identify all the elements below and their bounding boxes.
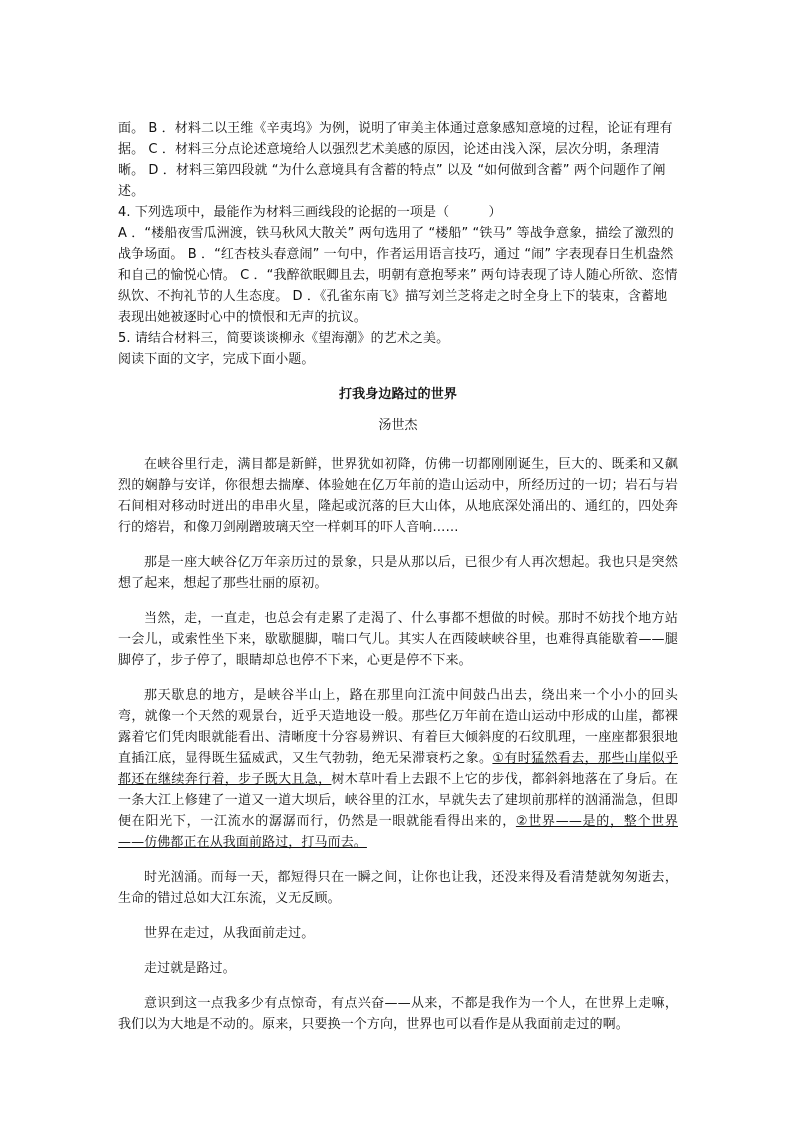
underlined-sentence-2: ②世界——是的，整个世界——仿佛都正在从我面前路过，打马而去。: [118, 814, 678, 850]
question-3-options-tail: 面。 B ．材料二以王维《辛夷坞》为例，说明了审美主体通过意象感知意境的过程，论证有理有据。 C ．材料三分点论述意境给人以强烈艺术美感的原因，论述由浅入深，层次分明，条理清晰。 D ．材料三第四段就 “为什么意境具有含蓄的特点” 以及 “如何做到含蓄” 两个问题作了阐述。: [118, 121, 673, 199]
reading-instruction: 阅读下面的文字，完成下面小题。: [118, 352, 315, 367]
paragraph-4-text-a: 那天歇息的地方，是峡谷半山上，路在那里向江流中间鼓凸出去，绕出来一个小小的回头弯，就像一个天然的观景台，近乎天造地设一般。那些亿万年前在造山运动中形成的山崖，都裸露着它们凭肉眼就能看出、清晰度十分容易辨识、有着巨大倾斜度的石纹肌理，一座座都狠狠地直插江底，显得既生猛威武，又生气勃勃，绝无呆滞衰朽之象。: [118, 688, 678, 766]
article-title: 打我身边路过的世界: [339, 387, 457, 402]
question-4-options: A ．“楼船夜雪瓜洲渡，铁马秋风大散关” 两句选用了 “楼船” “铁马” 等战争意象，描绘了激烈的战争场面。 B ．“红杏枝头春意闹” 一句中，作者运用语言技巧，通过 “闹” 字表现春日生机盎然和自己的愉悦心情。 C ．“我醉欲眠卿且去，明朝有意抱琴来” 两句诗表现了诗人随心所欲、恣情纵饮、不拘礼节的人生态度。 D ．《孔雀东南飞》描写刘兰芝将走之时全身上下的装束，含蓄地表现出她被逐时心中的愤恨和无声的抗议。: [118, 226, 678, 325]
article-paragraph-1: 在峡谷里行走，满目都是新鲜，世界犹如初降，仿佛一切都刚刚诞生，巨大的、既柔和又飙烈的娴静与安详，你很想去揣摩、体验她在亿万年前的造山运动中，所经历过的一切；岩石与岩石间相对移动时迸出的串串火星，隆起或沉落的巨大山体，从地底深处涌出的、通红的，四处奔行的熔岩，和像刀剑剐蹭玻璃天空一样刺耳的吓人音响……: [118, 457, 678, 535]
question-5: 5. 请结合材料三，简要谈谈柳永《望海潮》的艺术之美。: [118, 331, 450, 346]
article-paragraph-5: 时光汹涌。而每一天，都短得只在一瞬之间，让你也让我，还没来得及看清楚就匆匆逝去，生命的错过总如大江东流，义无反顾。: [118, 870, 678, 906]
article-paragraph-8: 意识到这一点我多少有点惊奇，有点兴奋——从来，不都是我作为一个人，在世界上走嘛，我们以为大地是不动的。原来，只要换一个方向，世界也可以看作是从我面前走过的啊。: [118, 996, 678, 1032]
article-paragraph-4: [118, 685, 678, 853]
article-author: 汤世杰: [378, 418, 418, 433]
article-paragraph-7: 走过就是路过。: [144, 961, 236, 976]
document-content: [118, 118, 678, 1035]
question-4-stem: 4. 下列选项中，最能作为材料三画线段的论据的一项是（ ）: [118, 205, 502, 220]
article-paragraph-2: 那是一座大峡谷亿万年亲历过的景象，只是从那以后，已很少有人再次想起。我也只是突然想了起来，想起了那些壮丽的原初。: [118, 555, 678, 591]
underlined-sentence-1: ①有时猛然看去，那些山崖似乎都还在继续奔行着，步子既大且急，: [118, 751, 678, 787]
article-paragraph-3: 当然，走，一直走，也总会有走累了走渴了、什么事都不想做的时候。那时不妨找个地方站一会儿，或索性坐下来，歇歇腿脚，喘口气儿。其实人在西陵峡峡谷里，也难得真能歇着——腿脚停了，步子停了，眼睛却总也停不下来，心更是停不下来。: [118, 611, 678, 668]
article-paragraph-6: 世界在走过，从我面前走过。: [144, 926, 315, 941]
paragraph-4-text-b: 树木草叶看上去跟不上它的步伐，都斜斜地落在了身后。在一条大江上修建了一道又一道大坝后，峡谷里的江水，早就失去了建坝前那样的汹涌湍急，但即便在阳光下，一江流水的潺潺而行，仍然是一眼就能看得出来的，: [118, 772, 678, 829]
